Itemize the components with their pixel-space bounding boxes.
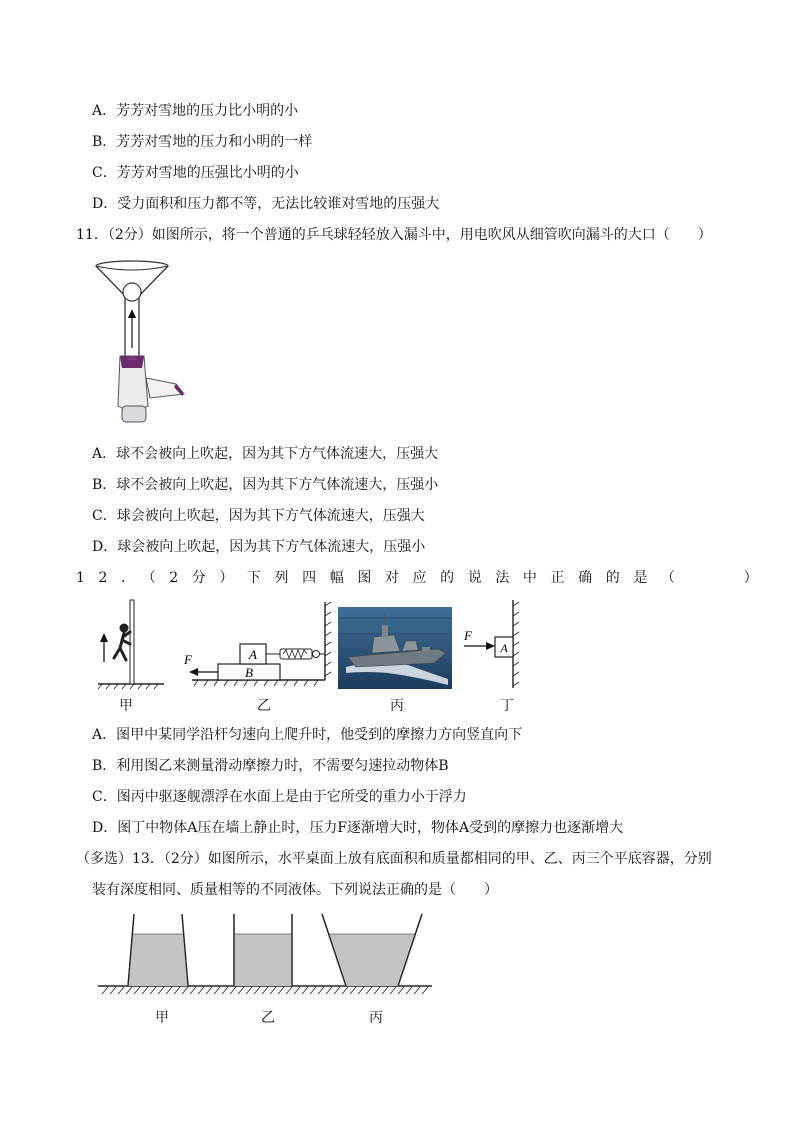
q11-option-d: D．球会被向上吹起，因为其下方气体流速大，压强小 bbox=[92, 539, 426, 555]
force-f-label-ding: F bbox=[464, 628, 472, 643]
q13-stem-line1: （多选）13．（2分）如图所示，水平桌面上放有底面积和质量都相同的甲、乙、丙三个平底容器，分别 bbox=[76, 851, 712, 867]
q13-stem-line2: 装有深度相同、质量相等的不同液体。下列说法正确的是（ ） bbox=[92, 882, 498, 898]
block-b-label: B bbox=[245, 665, 253, 680]
figure-three-containers bbox=[96, 910, 436, 1005]
figure-ding-block-wall bbox=[458, 600, 528, 690]
spring-scale-icon bbox=[280, 649, 312, 659]
q12-option-d: D．图丁中物体A压在墙上静止时，压力F逐渐增大时，物体A受到的摩擦力也逐渐增大 bbox=[92, 820, 624, 836]
q13-label-bing: 丙 bbox=[369, 1010, 383, 1026]
funnel-hairdryer-figure bbox=[92, 256, 202, 436]
q12-stem: 12．（2分）下列四幅图对应的说法中正确的是（ ） bbox=[76, 570, 772, 586]
q10-option-a: A．芳芳对雪地的压力比小明的小 bbox=[92, 103, 299, 119]
q12-label-jia: 甲 bbox=[119, 698, 133, 714]
q11-stem: 11．（2分）如图所示，将一个普通的乒乓球轻轻放入漏斗中，用电吹风从细管吹向漏斗的大口（ ） bbox=[76, 227, 712, 243]
q10-option-b: B．芳芳对雪地的压力和小明的一样 bbox=[92, 134, 313, 150]
q12-label-bing: 丙 bbox=[390, 698, 404, 714]
q11-option-a: A．球不会被向上吹起，因为其下方气体流速大，压强大 bbox=[92, 446, 439, 462]
q10-option-c: C．芳芳对雪地的压强比小明的小 bbox=[92, 165, 299, 181]
q12-label-ding: 丁 bbox=[500, 698, 514, 714]
q11-option-b: B．球不会被向上吹起，因为其下方气体流速大，压强小 bbox=[92, 477, 439, 493]
block-a-label-ding: A bbox=[500, 641, 508, 655]
ping-pong-ball bbox=[123, 283, 141, 301]
q13-label-yi: 乙 bbox=[261, 1010, 275, 1026]
q11-option-c: C．球会被向上吹起，因为其下方气体流速大，压强大 bbox=[92, 508, 425, 524]
q12-option-b: B．利用图乙来测量滑动摩擦力时，不需要匀速拉动物体B bbox=[92, 758, 449, 774]
force-f-label-yi: F bbox=[184, 652, 192, 667]
q12-option-a: A．图甲中某同学沿杆匀速向上爬升时，他受到的摩擦力方向竖直向下 bbox=[92, 727, 523, 743]
block-a-label: A bbox=[249, 647, 257, 662]
q12-label-yi: 乙 bbox=[257, 698, 271, 714]
figure-jia-pole-climber bbox=[94, 600, 164, 690]
q13-label-jia: 甲 bbox=[155, 1010, 169, 1026]
figure-bing-destroyer bbox=[338, 607, 452, 689]
q10-option-d: D．受力面积和压力都不等，无法比较谁对雪地的压强大 bbox=[92, 196, 440, 212]
figure-yi-blocks-spring-scale bbox=[180, 600, 335, 690]
q12-option-c: C．图丙中驱逐舰漂浮在水面上是由于它所受的重力小于浮力 bbox=[92, 789, 467, 805]
